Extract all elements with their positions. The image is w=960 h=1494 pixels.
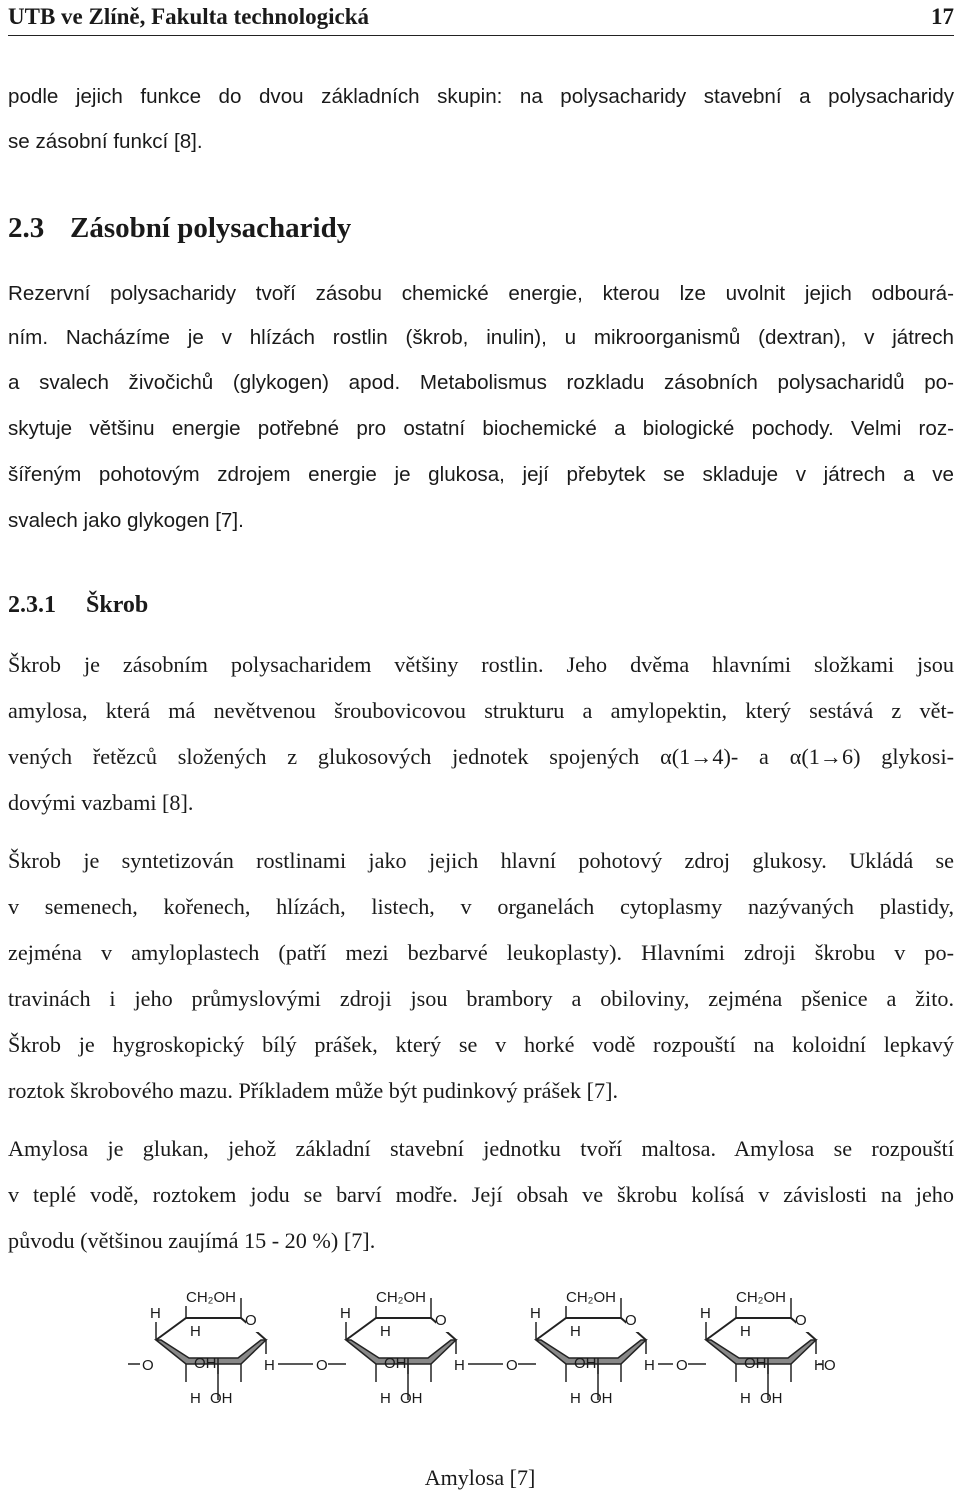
section-line-6: svalech jako glykogen [7]. — [8, 509, 244, 532]
p2-line-4: travinách i jeho průmyslovými zdroji jsou brambory a obiloviny, zejména pšenice a žito. — [8, 986, 954, 1011]
p3-line-2: v teplé vodě, roztokem jodu se barví modře. Její obsah ve škrobu kolísá v závislosti na jeho — [8, 1182, 954, 1207]
ring-1-h-label: H — [190, 1323, 201, 1340]
section-heading — [8, 212, 351, 245]
ring-2-h-label: H — [380, 1390, 391, 1407]
page-number: 17 — [931, 4, 954, 29]
section-line-1: Rezervní polysacharidy tvoří zásobu chemické energie, kterou lze uvolnit jejich odbourá- — [8, 282, 954, 305]
ring-2-h-label: H — [454, 1357, 465, 1374]
subsection-heading — [8, 592, 148, 619]
ring-3-o-label: O — [625, 1312, 637, 1329]
glucose-ring-2 — [278, 1289, 465, 1407]
section-line-5: šířeným pohotovým zdrojem energie je glukosa, její přebytek se skladuje v játrech a ve — [8, 463, 954, 486]
ring-2-h-label: H — [340, 1305, 351, 1322]
ring-4-oh-label: OH — [744, 1355, 767, 1372]
p2-line-3: zejména v amyloplastech (patří mezi bezbarvé leukoplasty). Hlavními zdroji škrobu v po- — [8, 940, 954, 965]
ring-4-h-label: H — [814, 1357, 825, 1374]
glucose-ring-4 — [658, 1289, 836, 1407]
ring-3-oh-label: OH — [590, 1390, 613, 1407]
ring-2-o-label: O — [435, 1312, 447, 1329]
p2-line-6: roztok škrobového mazu. Příkladem může být pudinkový prášek [7]. — [8, 1078, 619, 1103]
figure-caption: Amylosa [7] — [424, 1465, 536, 1490]
ring-4-ch2oh-label: CH₂OH — [736, 1289, 786, 1306]
p1-line-1: Škrob je zásobním polysacharidem většiny rostlin. Jeho dvěma hlavními složkami jsou — [8, 652, 954, 677]
ring-3-h-label: H — [530, 1305, 541, 1322]
p1-line-4: dovými vazbami [8]. — [8, 790, 194, 815]
subsection-title: Škrob — [86, 592, 149, 618]
ring-2-h-label: H — [380, 1323, 391, 1340]
ring-4-oh-label: OH — [760, 1390, 783, 1407]
ring-4-h-label: H — [740, 1390, 751, 1407]
section-line-4: skytuje většinu energie potřebné pro ostatní biochemické a biologické pochody. Velmi roz- — [8, 417, 954, 440]
ring-1-h-label: H — [190, 1390, 201, 1407]
ring-3-o-label: O — [506, 1357, 518, 1374]
section-title: Zásobní polysacharidy — [70, 212, 352, 244]
running-header — [8, 0, 954, 34]
section-line-2: ním. Nacházíme je v hlízách rostlin (škrob, inulin), u mikroorganismů (dextran), v játrech — [8, 326, 954, 349]
amylose-structure-figure — [128, 1278, 838, 1430]
ring-4-o-label: O — [795, 1312, 807, 1329]
header-title: UTB ve Zlíně, Fakulta technologická — [8, 4, 369, 29]
ring-3-h-label: H — [570, 1323, 581, 1340]
ring-1-o-label: O — [142, 1357, 154, 1374]
p2-line-2: v semenech, kořenech, hlízách, listech, v organelách cytoplasmy nazývaných plastidy, — [8, 894, 954, 919]
ring-3-oh-label: OH — [574, 1355, 597, 1372]
ring-4-o-label: O — [824, 1357, 836, 1374]
ring-4-h-label: H — [740, 1323, 751, 1340]
ring-1-o-label: O — [245, 1312, 257, 1329]
ring-1-ch2oh-label: CH₂OH — [186, 1289, 236, 1306]
section-line-3: a svalech živočichů (glykogen) apod. Metabolismus rozkladu zásobních polysacharidů po- — [8, 371, 954, 394]
p1-line-2: amylosa, která má nevětvenou šroubovicovou strukturu a amylopektin, který sestává z vět- — [8, 698, 954, 723]
ring-1-oh-label: OH — [210, 1390, 233, 1407]
ring-3-ch2oh-label: CH₂OH — [566, 1289, 616, 1306]
intro-line-1: podle jejich funkce do dvou základních skupin: na polysacharidy stavební a polysacharidy — [8, 85, 954, 108]
ring-2-o-label: O — [316, 1357, 328, 1374]
header-rule — [8, 35, 954, 36]
intro-line-2: se zásobní funkcí [8]. — [8, 130, 203, 153]
p3-line-3: původu (většinou zaujímá 15 - 20 %) [7]. — [8, 1228, 376, 1253]
ring-2-ch2oh-label: CH₂OH — [376, 1289, 426, 1306]
section-number: 2.3 — [8, 212, 45, 244]
p2-line-1: Škrob je syntetizován rostlinami jako jejich hlavní pohotový zdroj glukosy. Ukládá se — [8, 848, 954, 873]
glucose-ring-1 — [128, 1289, 275, 1407]
subsection-number: 2.3.1 — [8, 592, 56, 618]
ring-4-h-label: H — [700, 1305, 711, 1322]
p1-line-3: vených řetězců složených z glukosových jednotek spojených α(1→4)- a α(1→6) glykosi- — [8, 744, 954, 769]
ring-3-h-label: H — [570, 1390, 581, 1407]
ring-2-oh-label: OH — [384, 1355, 407, 1372]
ring-3-h-label: H — [644, 1357, 655, 1374]
ring-1-h-label: H — [264, 1357, 275, 1374]
p3-line-1: Amylosa je glukan, jehož základní stavební jednotku tvoří maltosa. Amylosa se rozpouští — [8, 1136, 954, 1161]
ring-1-oh-label: OH — [194, 1355, 217, 1372]
glucose-ring-3 — [468, 1289, 655, 1407]
p2-line-5: Škrob je hygroskopický bílý prášek, který se v horké vodě rozpouští na koloidní lepkavý — [8, 1032, 954, 1057]
ring-4-o-label: O — [676, 1357, 688, 1374]
ring-1-h-label: H — [150, 1305, 161, 1322]
ring-2-oh-label: OH — [400, 1390, 423, 1407]
